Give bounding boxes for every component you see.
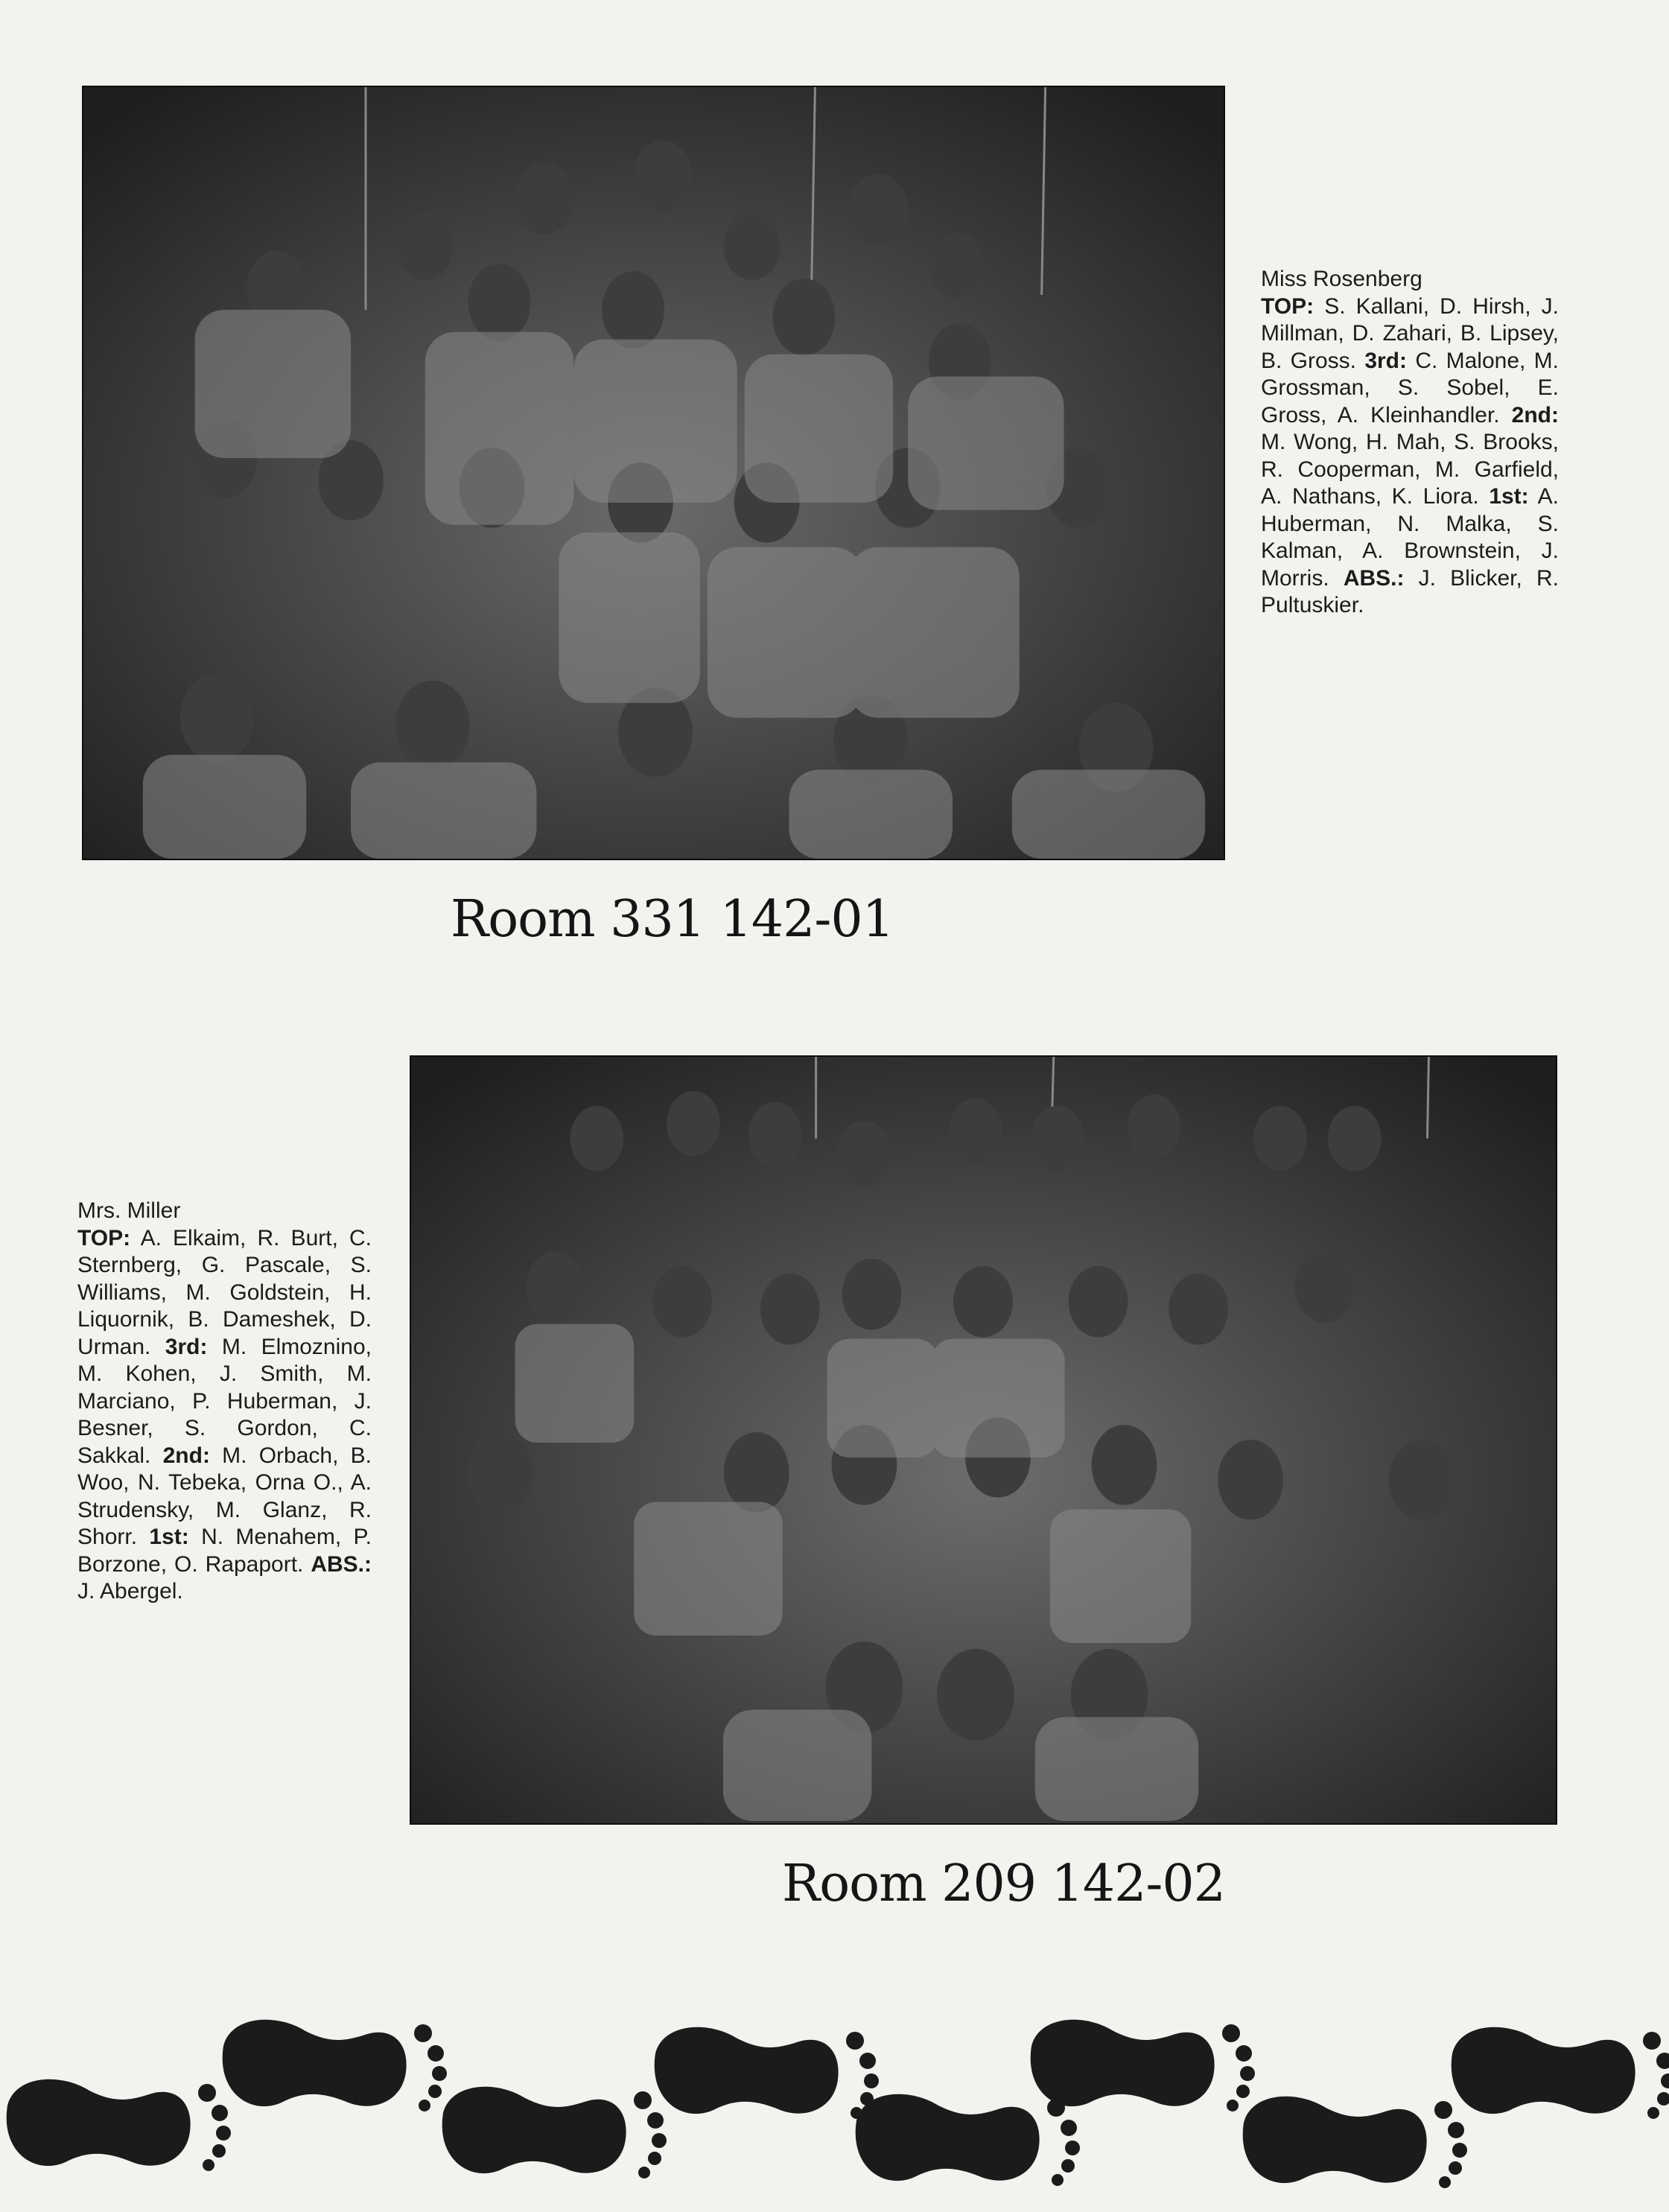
group-photo-room-209 — [410, 1055, 1557, 1825]
row-names-2nd: M. Wong, H. Mah, S. Brooks, R. Cooperman, M. Garfield, A. Nathans, K. Liora. — [1261, 430, 1559, 509]
row-names-1st: N. Menahem, P. Borzone, O. Rapaport. — [77, 1525, 372, 1577]
row-label-3rd: 3rd: — [165, 1334, 208, 1359]
teacher-name: Miss Rosenberg — [1261, 267, 1422, 291]
row-names-2nd: M. Orbach, B. Woo, N. Tebeka, Orna O., A. Strudensky, M. Glanz, R. Shorr. — [77, 1443, 372, 1549]
row-label-1st: 1st: — [149, 1525, 189, 1549]
photo-placeholder-1 — [83, 87, 1224, 859]
row-names-1st: A. Huberman, N. Malka, S. Kalman, A. Brownstein, J. Morris. — [1261, 484, 1559, 591]
row-names-top: S. Kallani, D. Hirsh, J. Millman, D. Zahari, B. Lipsey, B. Gross. — [1261, 293, 1559, 373]
row-label-abs: ABS.: — [1343, 565, 1405, 591]
row-label-abs: ABS.: — [311, 1551, 372, 1577]
footprint — [1243, 2097, 1467, 2188]
photo-placeholder-2 — [411, 1057, 1556, 1823]
room-title-331: Room 331 142-01 — [451, 890, 894, 949]
caption-room-331 — [1261, 266, 1559, 620]
row-names-abs: J. Blicker, R. Pultuskier. — [1261, 565, 1559, 617]
footprint — [655, 2027, 879, 2119]
row-names-3rd: C. Malone, M. Grossman, S. Sobel, E. Gross, A. Kleinhandler. — [1261, 348, 1559, 428]
footprints-icon — [0, 1996, 1669, 2212]
row-names-top: A. Elkaim, R. Burt, C. Sternberg, G. Pascale, S. Williams, M. Goldstein, H. Liquornik, B. Dameshek, D. Urman. — [77, 1225, 372, 1359]
caption-room-209 — [77, 1198, 372, 1606]
footprint — [856, 2094, 1080, 2186]
row-names-3rd: M. Elmoznino, M. Kohen, J. Smith, M. Marciano, P. Huberman, J. Besner, S. Gordon, C. Sakkal. — [77, 1334, 372, 1468]
row-label-3rd: 3rd: — [1364, 348, 1407, 373]
footprint — [7, 2079, 231, 2171]
row-label-top: TOP: — [1261, 293, 1314, 319]
room-title-209: Room 209 142-02 — [782, 1855, 1225, 1913]
footprint — [1452, 2027, 1669, 2119]
row-label-2nd: 2nd: — [1511, 402, 1559, 428]
row-label-top: TOP: — [77, 1225, 131, 1250]
footprint — [223, 2020, 447, 2111]
group-photo-room-331 — [82, 86, 1225, 860]
teacher-name: Mrs. Miller — [77, 1198, 181, 1223]
row-label-1st: 1st: — [1489, 484, 1529, 509]
row-names-abs: J. Abergel. — [77, 1579, 183, 1604]
row-label-2nd: 2nd: — [162, 1443, 210, 1468]
footprint — [1031, 2020, 1255, 2111]
footprint — [442, 2087, 667, 2178]
